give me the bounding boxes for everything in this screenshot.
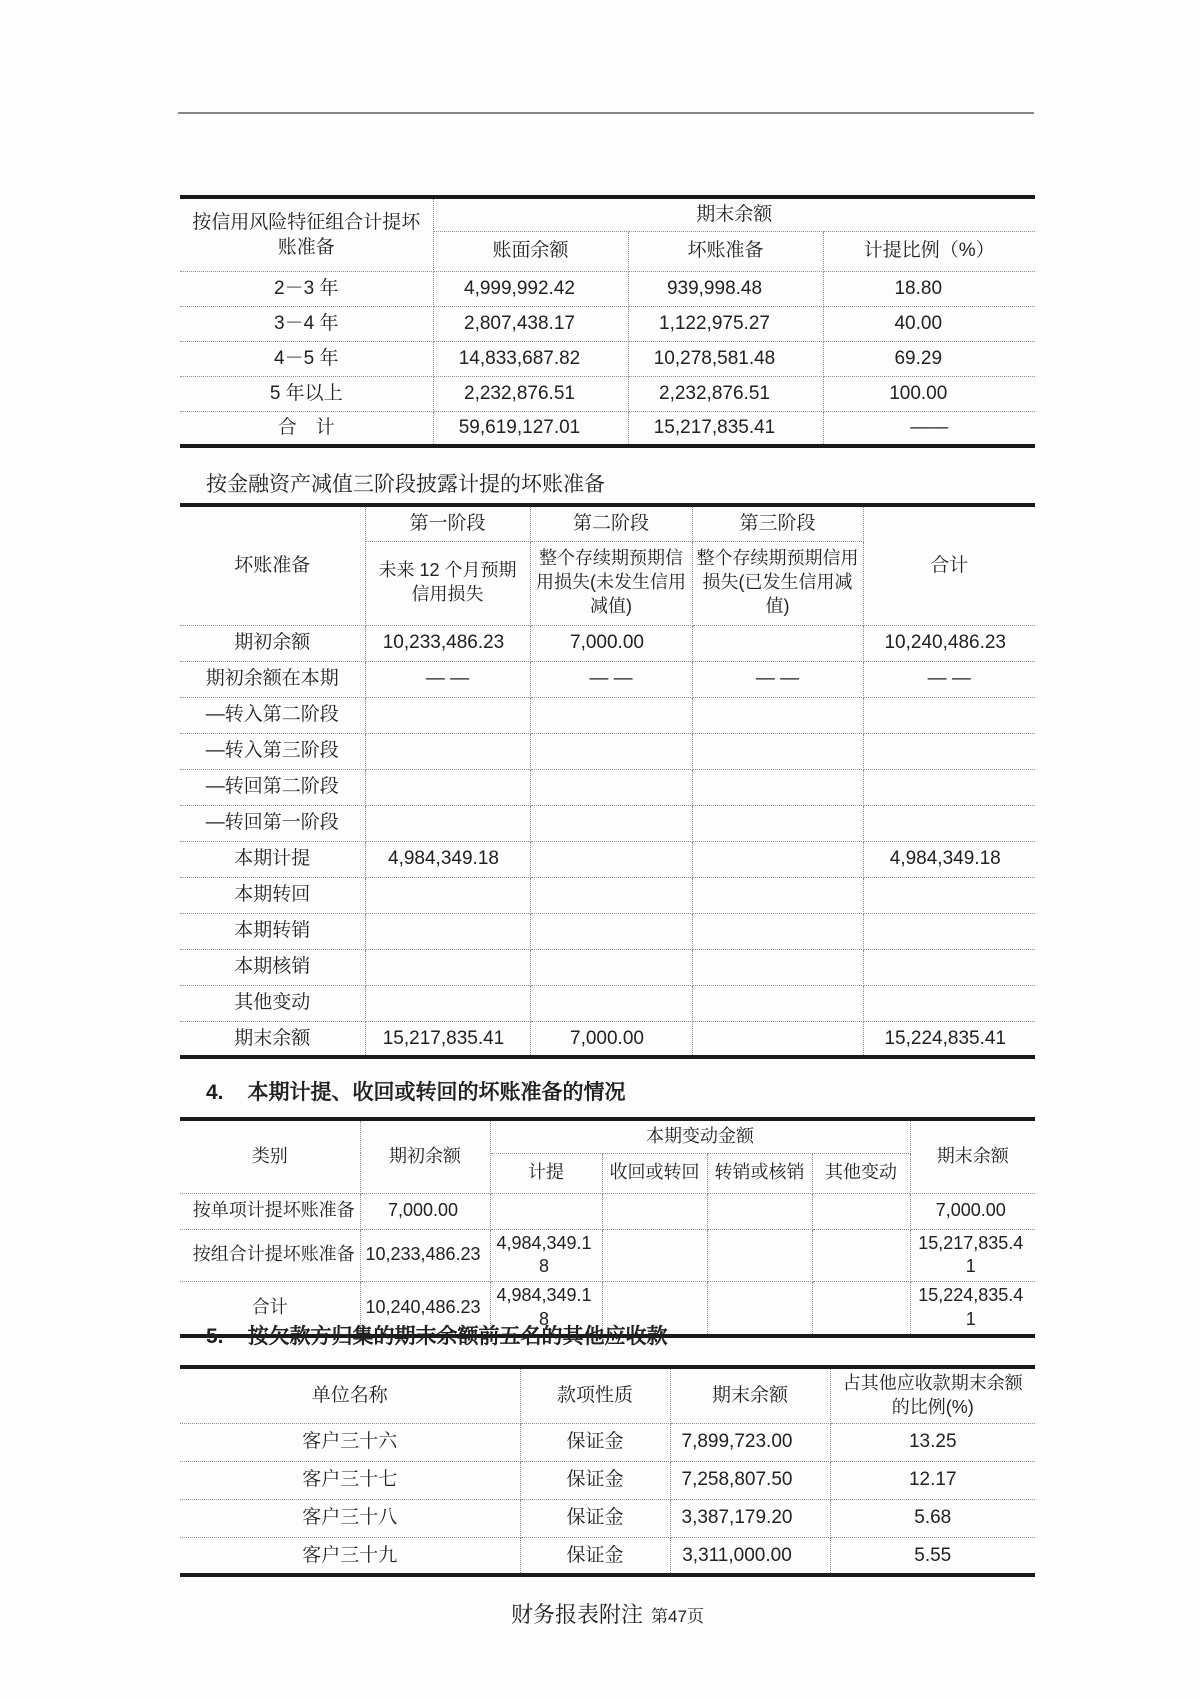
page-footer xyxy=(180,1598,1035,1629)
bad-debt-cell: 15,217,835.41 xyxy=(628,411,823,446)
table-row xyxy=(180,733,1035,769)
bad-debt-provision-col-header: 坏账准备 xyxy=(180,505,365,625)
customer-name-header: 单位名称 xyxy=(180,1367,520,1423)
writeoff-cell xyxy=(707,1282,812,1336)
stage3-cell xyxy=(692,733,863,769)
total-cell xyxy=(863,733,1035,769)
table-row xyxy=(180,1021,1035,1057)
stage1-cell xyxy=(365,733,530,769)
category-label: 按组合计提坏账准备 xyxy=(180,1229,360,1282)
book-balance-cell: 59,619,127.01 xyxy=(433,411,628,446)
stage2-cell xyxy=(530,733,692,769)
ratio-cell: 40.00 xyxy=(823,306,1035,341)
stage3-cell xyxy=(692,1021,863,1057)
table-row xyxy=(180,1499,1035,1537)
end-cell: 7,000.00 xyxy=(910,1193,1035,1229)
ratio-cell: 18.80 xyxy=(823,271,1035,306)
recovery-header: 收回或转回 xyxy=(602,1153,707,1193)
end-cell: 15,217,835.41 xyxy=(910,1229,1035,1282)
stage3-cell xyxy=(692,949,863,985)
table-row xyxy=(180,661,1035,697)
ratio-cell: 100.00 xyxy=(823,376,1035,411)
top-five-receivables-table xyxy=(180,1365,1035,1577)
stage2-cell xyxy=(530,949,692,985)
accrue-cell: 4,984,349.18 xyxy=(490,1282,602,1336)
balance-cell: 3,387,179.20 xyxy=(670,1499,830,1537)
stage1-cell xyxy=(365,697,530,733)
table-row xyxy=(180,877,1035,913)
table-row xyxy=(180,1423,1035,1461)
table-row xyxy=(180,697,1035,733)
balance-cell: 7,899,723.00 xyxy=(670,1423,830,1461)
ratio-cell: 5.68 xyxy=(830,1499,1035,1537)
end-balance-header: 期末余额 xyxy=(910,1119,1035,1193)
stage2-sub-header: 整个存续期预期信用损失(未发生信用减值) xyxy=(530,541,692,625)
stage1-cell xyxy=(365,769,530,805)
customer-name-cell: 客户三十八 xyxy=(180,1499,520,1537)
item-label: 本期转回 xyxy=(180,877,365,913)
header-rule xyxy=(178,112,1034,114)
total-cell xyxy=(863,949,1035,985)
table-row xyxy=(180,985,1035,1021)
customer-name-cell: 客户三十九 xyxy=(180,1537,520,1575)
other-cell xyxy=(812,1282,910,1336)
stage3-cell xyxy=(692,985,863,1021)
footer-title: 财务报表附注 xyxy=(511,1602,644,1627)
total-cell xyxy=(863,913,1035,949)
accrue-cell: 4,984,349.18 xyxy=(490,1229,602,1282)
balance-cell: 3,311,000.00 xyxy=(670,1537,830,1575)
total-cell xyxy=(863,877,1035,913)
stage1-cell xyxy=(365,913,530,949)
balance-cell: 7,258,807.50 xyxy=(670,1461,830,1499)
table-row xyxy=(180,625,1035,661)
total-cell: 4,984,349.18 xyxy=(863,841,1035,877)
accrual-header: 计提 xyxy=(490,1153,602,1193)
section-title: 本期计提、收回或转回的坏账准备的情况 xyxy=(247,1081,626,1104)
ratio-of-total-header: 占其他应收款期末余额的比例(%) xyxy=(830,1367,1035,1423)
table-row xyxy=(180,805,1035,841)
stage2-cell: 7,000.00 xyxy=(530,1021,692,1057)
stage3-cell xyxy=(692,877,863,913)
category-label: 按单项计提坏账准备 xyxy=(180,1193,360,1229)
begin-balance-header: 期初余额 xyxy=(360,1119,490,1193)
total-cell: 15,224,835.41 xyxy=(863,1021,1035,1057)
customer-name-cell: 客户三十七 xyxy=(180,1461,520,1499)
stage1-cell xyxy=(365,877,530,913)
section-number: 5. xyxy=(206,1325,224,1348)
begin-cell: 10,240,486.23 xyxy=(360,1282,490,1336)
writeoff-cell xyxy=(707,1193,812,1229)
nature-cell: 保证金 xyxy=(520,1461,670,1499)
item-label: —转回第二阶段 xyxy=(180,769,365,805)
stage1-cell: 15,217,835.41 xyxy=(365,1021,530,1057)
bad-debt-cell: 10,278,581.48 xyxy=(628,341,823,376)
stage2-cell xyxy=(530,697,692,733)
bad-debt-cell: 2,232,876.51 xyxy=(628,376,823,411)
table-row xyxy=(180,376,1035,411)
aging-bucket-label: 3－4 年 xyxy=(180,306,433,341)
book-balance-header: 账面余额 xyxy=(433,231,628,271)
other-cell xyxy=(812,1193,910,1229)
stage1-cell xyxy=(365,805,530,841)
item-label: 本期计提 xyxy=(180,841,365,877)
section-4-heading xyxy=(206,1076,626,1106)
total-cell: — — xyxy=(863,661,1035,697)
ratio-cell: —— xyxy=(823,411,1035,446)
stage1-cell xyxy=(365,985,530,1021)
provision-ratio-header: 计提比例（%） xyxy=(823,231,1035,271)
table-row xyxy=(180,341,1035,376)
section-5-heading xyxy=(206,1320,668,1350)
category-header: 类别 xyxy=(180,1119,360,1193)
table-row xyxy=(180,1229,1035,1282)
table-row xyxy=(180,1461,1035,1499)
book-balance-cell: 2,807,438.17 xyxy=(433,306,628,341)
table-row xyxy=(180,306,1035,341)
recover-cell xyxy=(602,1229,707,1282)
item-label: 本期核销 xyxy=(180,949,365,985)
total-cell xyxy=(863,805,1035,841)
stage3-cell xyxy=(692,625,863,661)
aging-bucket-label: 2－3 年 xyxy=(180,271,433,306)
three-stage-table xyxy=(180,503,1035,1059)
end-cell: 15,224,835.41 xyxy=(910,1282,1035,1336)
book-balance-cell: 4,999,992.42 xyxy=(433,271,628,306)
item-label: 其他变动 xyxy=(180,985,365,1021)
item-label: 期末余额 xyxy=(180,1021,365,1057)
item-label: 本期转销 xyxy=(180,913,365,949)
nature-cell: 保证金 xyxy=(520,1423,670,1461)
stage1-cell: 10,233,486.23 xyxy=(365,625,530,661)
total-header: 合计 xyxy=(863,505,1035,625)
stage2-cell: — — xyxy=(530,661,692,697)
item-label: —转入第二阶段 xyxy=(180,697,365,733)
table-row xyxy=(180,841,1035,877)
aging-col1-header: 按信用风险特征组合计提坏账准备 xyxy=(180,197,433,271)
writeoff-header: 转销或核销 xyxy=(707,1153,812,1193)
stage1-cell: 4,984,349.18 xyxy=(365,841,530,877)
stage2-cell xyxy=(530,769,692,805)
item-label: —转回第一阶段 xyxy=(180,805,365,841)
stage1-header: 第一阶段 xyxy=(365,505,530,541)
stage3-cell xyxy=(692,805,863,841)
three-stage-heading: 按金融资产减值三阶段披露计提的坏账准备 xyxy=(206,473,605,496)
total-cell xyxy=(863,697,1035,733)
stage2-cell xyxy=(530,805,692,841)
table-row xyxy=(180,271,1035,306)
table-row xyxy=(180,1193,1035,1229)
total-cell xyxy=(863,769,1035,805)
stage3-sub-header: 整个存续期预期信用损失(已发生信用减值) xyxy=(692,541,863,625)
stage2-cell xyxy=(530,913,692,949)
stage2-cell xyxy=(530,985,692,1021)
table-row xyxy=(180,949,1035,985)
stage2-cell: 7,000.00 xyxy=(530,625,692,661)
provision-change-table xyxy=(180,1117,1035,1338)
item-label: 期初余额 xyxy=(180,625,365,661)
bad-debt-cell: 939,998.48 xyxy=(628,271,823,306)
stage3-cell xyxy=(692,769,863,805)
ratio-cell: 13.25 xyxy=(830,1423,1035,1461)
total-label: 合 计 xyxy=(180,411,433,446)
book-balance-cell: 14,833,687.82 xyxy=(433,341,628,376)
stage1-sub-header: 未来 12 个月预期信用损失 xyxy=(365,541,530,625)
stage2-cell xyxy=(530,877,692,913)
total-label: 合计 xyxy=(180,1282,360,1336)
aging-bucket-label: 5 年以上 xyxy=(180,376,433,411)
footer-page-number: 第47页 xyxy=(651,1607,704,1626)
item-label: 期初余额在本期 xyxy=(180,661,365,697)
writeoff-cell xyxy=(707,1229,812,1282)
section-title: 按欠款方归集的期末余额前五名的其他应收款 xyxy=(247,1325,668,1348)
ratio-cell: 5.55 xyxy=(830,1537,1035,1575)
aging-provision-table xyxy=(180,195,1035,448)
item-label: —转入第三阶段 xyxy=(180,733,365,769)
book-balance-cell: 2,232,876.51 xyxy=(433,376,628,411)
ending-balance-header: 期末余额 xyxy=(670,1367,830,1423)
customer-name-cell: 客户三十六 xyxy=(180,1423,520,1461)
stage3-header: 第三阶段 xyxy=(692,505,863,541)
stage2-cell xyxy=(530,841,692,877)
payment-nature-header: 款项性质 xyxy=(520,1367,670,1423)
ratio-cell: 12.17 xyxy=(830,1461,1035,1499)
accrue-cell xyxy=(490,1193,602,1229)
aging-bucket-label: 4－5 年 xyxy=(180,341,433,376)
total-cell: 10,240,486.23 xyxy=(863,625,1035,661)
stage1-cell xyxy=(365,949,530,985)
bad-debt-provision-header: 坏账准备 xyxy=(628,231,823,271)
stage3-cell: — — xyxy=(692,661,863,697)
other-change-header: 其他变动 xyxy=(812,1153,910,1193)
ending-balance-group-header: 期末余额 xyxy=(433,197,1035,231)
stage2-header: 第二阶段 xyxy=(530,505,692,541)
stage1-cell: — — xyxy=(365,661,530,697)
begin-cell: 7,000.00 xyxy=(360,1193,490,1229)
bad-debt-cell: 1,122,975.27 xyxy=(628,306,823,341)
stage3-cell xyxy=(692,841,863,877)
total-row xyxy=(180,411,1035,446)
stage3-cell xyxy=(692,913,863,949)
nature-cell: 保证金 xyxy=(520,1499,670,1537)
period-change-group-header: 本期变动金额 xyxy=(490,1119,910,1153)
total-cell xyxy=(863,985,1035,1021)
table-row xyxy=(180,769,1035,805)
begin-cell: 10,233,486.23 xyxy=(360,1229,490,1282)
table-row xyxy=(180,913,1035,949)
recover-cell xyxy=(602,1193,707,1229)
section-number: 4. xyxy=(206,1081,224,1104)
other-cell xyxy=(812,1229,910,1282)
nature-cell: 保证金 xyxy=(520,1537,670,1575)
ratio-cell: 69.29 xyxy=(823,341,1035,376)
stage3-cell xyxy=(692,697,863,733)
table-row xyxy=(180,1537,1035,1575)
